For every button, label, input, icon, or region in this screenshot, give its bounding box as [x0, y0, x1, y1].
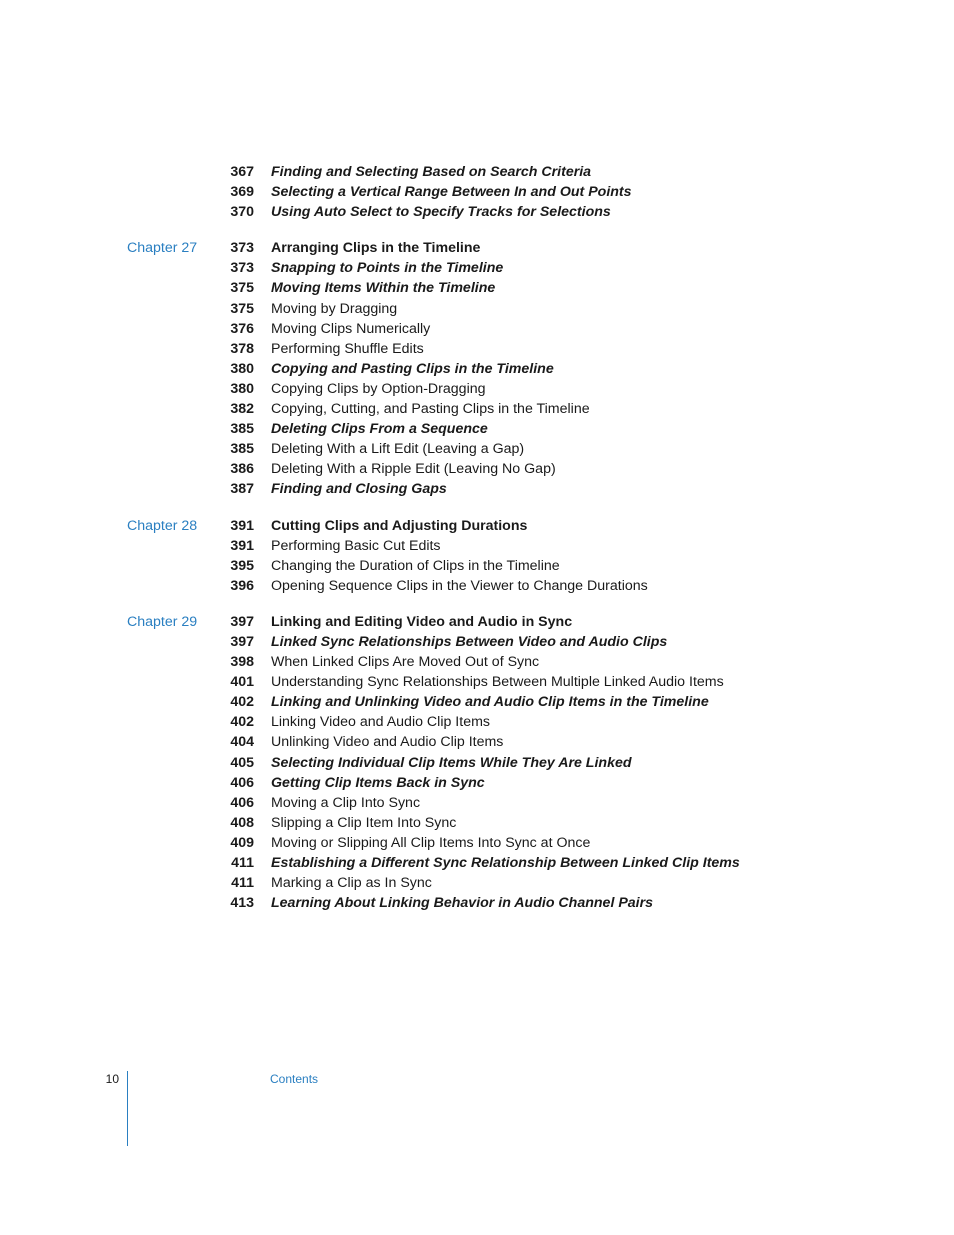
footer-section-title: Contents — [270, 1072, 319, 1086]
toc-page-number: 396 — [230, 577, 254, 594]
toc-entry[interactable] — [0, 773, 954, 793]
toc-page-number: 385 — [230, 421, 254, 438]
toc-entry-title: Moving or Slipping All Clip Items Into Sync at Once — [271, 834, 591, 851]
toc-entry[interactable] — [0, 576, 954, 596]
toc-entry[interactable] — [0, 793, 954, 813]
chapter-label: Chapter 28 — [127, 517, 198, 534]
toc-entry[interactable] — [0, 753, 954, 773]
toc-page-number: 378 — [230, 340, 254, 357]
toc-entry-title: Copying, Cutting, and Pasting Clips in the Timeline — [271, 401, 590, 418]
toc-entry-title: Deleting With a Lift Edit (Leaving a Gap) — [271, 441, 525, 458]
toc-entry-title: Linking and Unlinking Video and Audio Clip Items in the Timeline — [271, 694, 709, 711]
toc-entry-title: Deleting Clips From a Sequence — [271, 421, 488, 438]
toc-entry[interactable] — [0, 419, 954, 439]
toc-page-number: 369 — [230, 184, 254, 201]
toc-entry[interactable] — [0, 732, 954, 752]
toc-entry[interactable] — [0, 439, 954, 459]
toc-entry-title: Changing the Duration of Clips in the Timeline — [271, 557, 560, 574]
toc-entry-title: Moving by Dragging — [271, 300, 398, 317]
toc-entry-title: Finding and Closing Gaps — [271, 481, 447, 498]
chapter-label: Chapter 27 — [127, 240, 198, 257]
toc-entry-title: Selecting a Vertical Range Between In and Out Points — [271, 184, 632, 201]
toc-entry-title: Slipping a Clip Item Into Sync — [271, 814, 457, 831]
toc-entry[interactable] — [0, 536, 954, 556]
toc-entry-title: Linking Video and Audio Clip Items — [271, 714, 490, 731]
toc-entry-title: Establishing a Different Sync Relationship Between Linked Clip Items — [271, 855, 740, 871]
toc-group — [0, 612, 954, 913]
toc-page-number: 382 — [230, 401, 254, 418]
toc-page-number: 391 — [230, 537, 254, 554]
toc-page-number: 404 — [230, 734, 254, 751]
toc-entry[interactable] — [0, 278, 954, 298]
toc-entry[interactable] — [0, 712, 954, 732]
toc-page-number: 375 — [230, 280, 254, 297]
toc-entry-title: Opening Sequence Clips in the Viewer to Change Durations — [271, 577, 648, 594]
toc-page-number: 373 — [230, 240, 254, 257]
toc-entry-title: When Linked Clips Are Moved Out of Sync — [271, 654, 540, 671]
toc-page-number: 408 — [230, 814, 254, 831]
chapter-label: Chapter 29 — [127, 613, 198, 630]
toc-entry-title: Copying Clips by Option-Dragging — [271, 380, 486, 397]
toc-entry[interactable] — [0, 339, 954, 359]
toc-entry[interactable] — [0, 853, 954, 873]
toc-page-number: 406 — [230, 794, 254, 811]
toc-entry[interactable] — [0, 202, 954, 222]
toc-entry-title: Understanding Sync Relationships Between Multiple Linked Audio Items — [271, 674, 724, 691]
toc-entry[interactable] — [0, 379, 954, 399]
toc-group — [0, 162, 954, 222]
toc-page-number: 375 — [230, 300, 254, 317]
toc-page-number: 402 — [230, 694, 254, 711]
toc-entry-title: Cutting Clips and Adjusting Durations — [271, 517, 528, 534]
toc-page-number: 411 — [231, 875, 254, 892]
toc-entry[interactable] — [0, 652, 954, 672]
toc-page-number: 373 — [230, 260, 254, 277]
toc-page-number: 380 — [230, 360, 254, 377]
toc-page-number: 409 — [230, 834, 254, 851]
toc-entry-title: Selecting Individual Clip Items While They Are Linked — [271, 754, 632, 771]
toc-page-number: 386 — [230, 461, 254, 478]
toc-entry[interactable] — [0, 479, 954, 499]
toc-entry[interactable] — [0, 258, 954, 278]
toc-page-number: 411 — [231, 855, 254, 871]
toc-page-number: 367 — [230, 164, 254, 180]
toc-entry[interactable] — [0, 238, 954, 258]
toc-page-number: 401 — [230, 674, 254, 691]
toc-page-number: 385 — [230, 441, 254, 458]
toc-entry-title: Moving a Clip Into Sync — [271, 794, 421, 811]
toc-group — [0, 238, 954, 499]
toc-entry-title: Finding and Selecting Based on Search Criteria — [271, 164, 592, 180]
toc-page-number: 397 — [230, 633, 254, 650]
toc-entry-title: Using Auto Select to Specify Tracks for Selections — [271, 204, 611, 221]
toc-entry-title: Performing Basic Cut Edits — [271, 537, 441, 554]
toc-entry[interactable] — [0, 319, 954, 339]
toc-entry-title: Arranging Clips in the Timeline — [271, 240, 481, 257]
toc-entry[interactable] — [0, 632, 954, 652]
toc-entry[interactable] — [0, 556, 954, 576]
toc-page-number: 402 — [230, 714, 254, 731]
toc-page-number: 376 — [230, 320, 254, 337]
toc-entry-title: Marking a Clip as In Sync — [271, 875, 432, 892]
toc-page-number: 406 — [230, 774, 254, 791]
toc-entry[interactable] — [0, 359, 954, 379]
toc-entry[interactable] — [0, 873, 954, 893]
toc-entry-title: Unlinking Video and Audio Clip Items — [271, 734, 504, 751]
toc-entry-title: Moving Clips Numerically — [271, 320, 431, 337]
toc-page-number: 395 — [230, 557, 254, 574]
toc-entry-title: Performing Shuffle Edits — [271, 340, 424, 357]
toc-entry[interactable] — [0, 813, 954, 833]
table-of-contents — [0, 162, 954, 929]
toc-entry[interactable] — [0, 162, 954, 182]
toc-page-number: 387 — [230, 481, 254, 498]
toc-page-number: 391 — [230, 517, 254, 534]
footer-page-number: 10 — [105, 1072, 119, 1086]
toc-entry[interactable] — [0, 299, 954, 319]
toc-entry[interactable] — [0, 672, 954, 692]
toc-entry-title: Getting Clip Items Back in Sync — [271, 774, 485, 791]
toc-entry[interactable] — [0, 692, 954, 712]
toc-page-number: 370 — [230, 204, 254, 221]
toc-entry[interactable] — [0, 459, 954, 479]
toc-entry-title: Linked Sync Relationships Between Video and Audio Clips — [271, 633, 668, 650]
toc-page-number: 380 — [230, 380, 254, 397]
toc-entry[interactable] — [0, 516, 954, 536]
toc-entry[interactable] — [0, 833, 954, 853]
footer-divider — [127, 1071, 128, 1146]
toc-entry-title: Copying and Pasting Clips in the Timeline — [271, 360, 554, 377]
toc-page-number: 398 — [230, 654, 254, 671]
toc-group — [0, 516, 954, 596]
toc-entry-title: Snapping to Points in the Timeline — [271, 260, 504, 277]
toc-page-number: 413 — [230, 895, 254, 912]
toc-entry[interactable] — [0, 182, 954, 202]
toc-entry[interactable] — [0, 612, 954, 632]
toc-entry-title: Linking and Editing Video and Audio in Sync — [271, 613, 573, 630]
toc-entry-title: Deleting With a Ripple Edit (Leaving No Gap) — [271, 461, 556, 478]
toc-page-number: 397 — [230, 613, 254, 630]
toc-page-number: 405 — [230, 754, 254, 771]
toc-entry[interactable] — [0, 399, 954, 419]
toc-entry-title: Moving Items Within the Timeline — [271, 280, 496, 297]
toc-entry-title: Learning About Linking Behavior in Audio Channel Pairs — [271, 895, 654, 912]
toc-entry[interactable] — [0, 893, 954, 913]
